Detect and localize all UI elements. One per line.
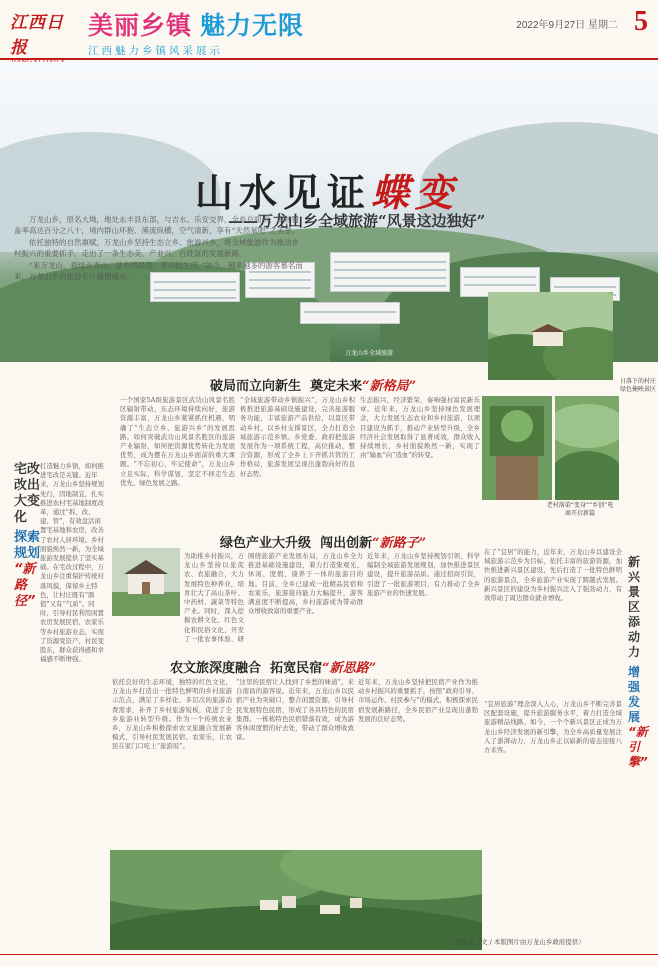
article-byline: 冯国文（文 / 本版图片由万龙山乡政府提供） [455,938,585,946]
body-text: “这里的民宿让人找到了乡愁的味道”，来自南昌的游客说。近年来，万龙山乡以民宿产业为突破口，整合闲置资源，引导村民发展特色民宿，形成了各具特色的民宿集群。一栋栋特色民宿错落有致，成为游客休闲度假的好去处，带动了群众增收致富。 [236,678,354,742]
logo-chinese: 江西日报 [10,13,64,58]
photo-panorama-image [110,850,482,950]
left-title-line3: “新路径” [14,562,36,609]
newspaper-logo [10,8,78,66]
headline-part-b: 蝶变 [371,170,460,215]
body-text: 在了“宜居”的能力，近年来，万龙山乡以建设全域旅游示范乡为目标，依托丰富的旅游资源，加快推进新兴景区建设，先后打造了一批特色鲜明的旅游景点，全乡旅游产业实现了跨越式发展。新兴景区的建设为乡村振兴注入了强劲动力，有效带动了周边群众就业增收。 [484,548,622,603]
photo-house [112,548,180,616]
section1-part-b: 奠定未来 [310,379,363,394]
page-number: 5 [634,6,648,37]
photo-caption-village: 日落下的村庄绿色掩映景区 [619,378,656,393]
page-footer [0,954,658,966]
intro-paragraph: 万龙山乡，原名大坳，地处永丰县东部，与吉水、乐安交界，全乡总面积，森林覆盖率高达百分之八十，境内群山环抱、溪流纵横，空气清新，享有“天然氧吧”之美誉。 [14,215,300,235]
hero-photo-caption: 万龙山乡全域旅游 [345,350,394,357]
article-headline [195,162,459,217]
photo-green-landscape [555,396,619,500]
photo-panorama [110,850,482,950]
body-text: 一个国家5A级旅游景区武功山风景名胜区辐射带动，东态环境持续向好，旅游资源丰富，万龙山乡紧紧抓住机遇，明确了“生态立乡、旅游兴乡”的发展思路。如何突破武功山风景名胜区的旅游产业辐射，如何把资源优势转化为发展优势，成为摆在万龙山乡面前的重大课题。“不忘初心，牢记使命”，万龙山乡立足实际，科学谋划，坚定不移走生态优先、绿色发展之路。 [120,396,235,487]
banner-title-a: 美丽乡镇 [88,11,193,40]
body-text: 近年来，万龙山乡坚持规划引领，科学编制全域旅游发展规划，加快推进景区建设，提升旅游品质。通过招商引资，引进了一批旅游项目，有力推动了全乡旅游产业的快速发展。 [367,552,480,597]
section1-part-a: 破局而立向新生 [210,379,302,394]
banner-title-b: 魅力无限 [200,11,305,40]
photo-village [488,292,613,380]
left-column-text: 打造魅力乡镇，如何推进宅改是关键。近年来，万龙山乡坚持规划先行，因地制宜，扎实推进农村宅基地制度改革，通过“拆、改、建、管”，有效盘活闲置宅基地和农房，改善了农村人居环境。乡村面貌焕然一新，为全域旅游发展提供了坚实基础。在宅改过程中，万龙山乡注重保护传统村落风貌，保留乡土特色，让村庄既有“颜值”又有“气质”。同时，引导村民利用闲置农房发展民宿、农家乐等乡村旅游业态，实现了资源变资产、村民变股东，群众获得感和幸福感不断增强。 [40,462,104,664]
right-sidebar-title [628,555,648,770]
section3-part-b: 拓宽民宿 [270,661,323,676]
left-title-line1: 宅改改出大变化 [14,462,41,525]
photo-garden-image [482,396,552,500]
body-text: “宜居旅游”理念深入人心，万龙山乡不断完善景区配套设施，提升旅游服务水平，着力打造全域旅游精品线路。如今，一个个新兴景区正成为万龙山乡经济发展的新引擎，为全乡高质量发展注入了澎湃动力，万龙山乡正以崭新的姿态迎接八方来客。 [484,700,622,755]
section1-quote: “新格局” [362,379,417,394]
section2-part-a: 绿色产业大升级 [220,536,312,551]
left-title-line2: 探索规划 [14,530,41,561]
section2-part-b: 闯出创新 [320,536,373,551]
body-text: “全域旅游带动乡镇振兴”，万龙山乡积极推进旅游基础设施建设，完善旅游服务功能，丰富旅游产品供给，以景区带动乡村、以乡村支撑景区，全力打造全域旅游示范乡镇。乡党委、政府把旅游发展作为一项系统工程，高位推动，整合资源，形成了全乡上下齐抓共管的工作格局，旅游发展呈现出蓬勃向好的良好态势。 [240,396,355,478]
issue-date: 2022年9月27日 星期二 [516,20,618,31]
masthead [0,0,658,60]
right-title-line2: 增强发展 [628,665,641,724]
photo-house-image [112,548,180,616]
body-text: 生态振兴，经济繁荣，奏响强村富民新乐章。近年来，万龙山乡坚持绿色发展理念，大力发展生态农业和乡村旅游，以项目建设为抓手，推动产业转型升级，全乡经济社会发展取得了显著成效，群众收入持续增长，乡村面貌焕然一新，实现了由“输血”向“造血”的转变。 [360,396,480,460]
section2-quote: “新路子” [372,536,427,551]
photo-landscape-image [555,396,619,500]
section-heading-2 [220,532,426,551]
right-title-line3: “新引擎” [628,725,648,769]
banner-subtitle: 江西魅力乡镇风采展示 [88,45,223,57]
article-intro [14,215,304,284]
section3-part-a: 农文旅深度融合 [170,661,262,676]
intro-paragraph: “来万龙山，看绿水青山，品乡风民俗，享田园生活。”如今，越来越多的游客慕名而来，万龙山乡的旅游名片越擦越亮。 [14,261,303,281]
article-subheadline: ——万龙山乡全域旅游“风景这边独好” [228,212,486,230]
photo-caption-garden: 老村落染“变身”“乡创”电商开启新篇 [546,502,614,517]
body-text: 依托良好的生态环境，独特的红色文化，万龙山乡打造出一批特色鲜明的乡村旅游示范点，满足了多样化、多层次的旅游消费需求，补齐了乡村旅游短板，促进了全乡旅游业转型升级。作为一个传统农业乡，万龙山乡积极探索农文旅融合发展新模式，引导村民发展民宿、农家乐，让农民在家门口吃上“旅游饭”。 [112,678,232,751]
photo-garden [482,396,552,500]
body-text: 近年来，万龙山乡坚持把民宿产业作为推动乡村振兴的重要抓手，按照“政府引导、市场运作、村民参与”的模式，积极探索民宿发展新路径，全乡民宿产业呈现出蓬勃发展的良好态势。 [358,678,478,723]
section-heading-1 [210,375,416,394]
photo-village-image [488,292,613,380]
headline-part-a: 山水见证 [195,170,372,215]
body-text: 为助推乡村振兴，万龙山乡坚持以旅促农、农旅融合，大力发展特色种养业，培育壮大了高山茶叶、中药材、蔬菜等特色产业。同时，深入挖掘农耕文化、红色文化和民俗文化，开发了一批农事体验、研 [184,552,244,643]
right-title-line1: 新兴景区添动力 [628,555,641,659]
section-heading-3 [170,657,376,676]
intro-paragraph: 依托独特的自然禀赋，万龙山乡坚持生态立乡、旅游兴乡，将全域旅游作为推动乡村振兴的重要抓手，走出了一条生态美、产业兴、百姓富的发展新路。 [14,238,299,258]
section-banner [88,6,328,58]
section3-quote: “新思路” [322,661,377,676]
body-text: 围绕旅游产业发展布局，万龙山乡全力推进基础设施建设，着力打造集观光、休闲、度假、康养于一体的旅游目的地。目前，全乡已建成一批精品民宿和农家乐，旅游接待能力大幅提升，游客满意度不断提高，乡村旅游成为带动群众增收致富的重要产业。 [248,552,363,616]
